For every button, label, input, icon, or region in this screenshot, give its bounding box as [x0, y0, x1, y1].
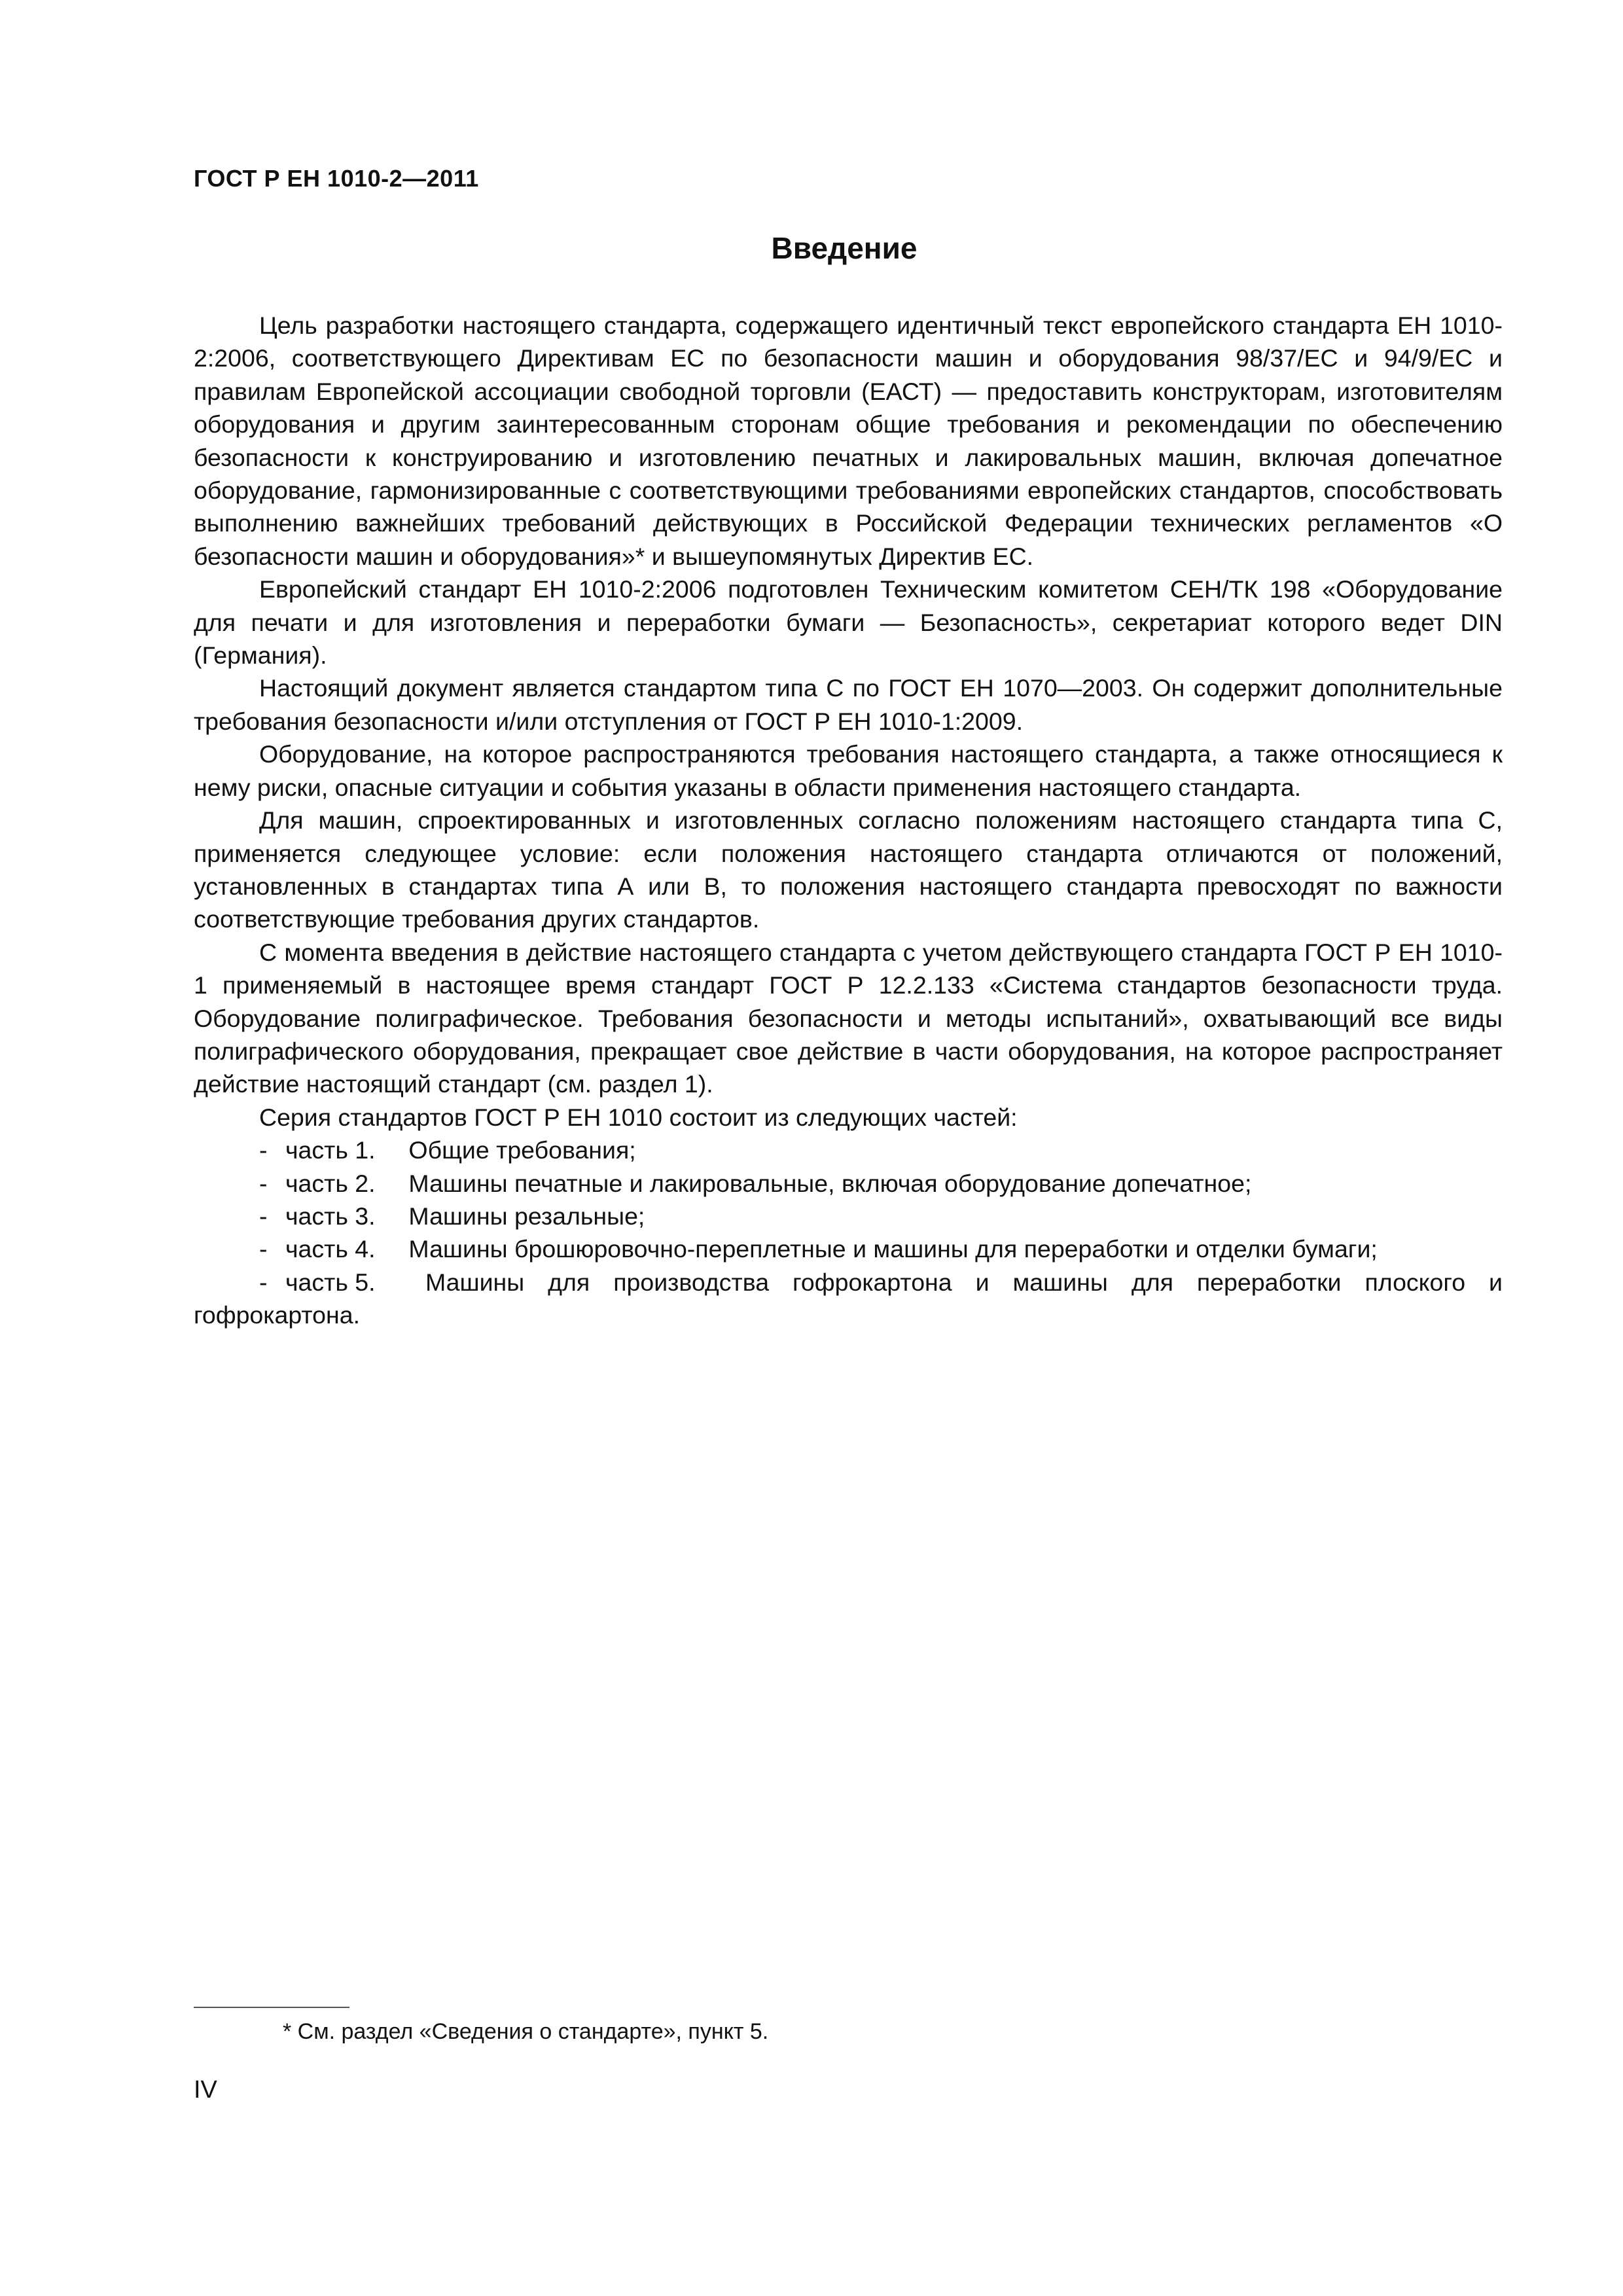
part-label: часть 4. [285, 1235, 376, 1263]
part-label: часть 1. [285, 1136, 376, 1164]
list-marker: - [259, 1169, 268, 1197]
list-item [194, 1266, 1503, 1332]
list-marker: - [259, 1202, 268, 1230]
paragraph: Цель разработки настоящего стандарта, содержащего идентичный текст европейского стандарта ЕН 1010-2:2006, соответствующего Директивам ЕС по безопасности машин и оборудования 98/37/ЕС и 94/9/ЕС и правилам Европейской ассоциации свободной торговли (ЕАСТ) — предоставить конструкторам, изготовителям оборудования и другим заинтересованным сторонам общие требования и рекомендации по обеспечению безопасности к конструированию и изготовлению печатных и лакировальных машин, включая допечатное оборудование, гармонизированные с соответствующими требованиями европейских стандартов, способствовать выполнению важнейших требований действующих в Российской Федерации технических регламентов «О безопасности машин и оборудования»* и вышеупомянутых Директив ЕС. [194, 312, 1503, 570]
part-text: Машины брошюровочно-переплетные и машины для переработки и отделки бумаги; [408, 1235, 1378, 1263]
footnote-separator [194, 2007, 349, 2008]
footnote: * См. раздел «Сведения о стандарте», пункт 5. [283, 2019, 769, 2044]
list-item [194, 1167, 1503, 1200]
paragraph: Настоящий документ является стандартом типа С по ГОСТ ЕН 1070—2003. Он содержит дополнительные требования безопасности и/или отступления от ГОСТ Р ЕН 1010-1:2009. [194, 674, 1503, 735]
part-label: часть 2. [285, 1169, 376, 1197]
paragraph: Серия стандартов ГОСТ Р ЕН 1010 состоит из следующих частей: [259, 1103, 1018, 1131]
page-number: IV [194, 2076, 217, 2104]
paragraph: Для машин, спроектированных и изготовленных согласно положениям настоящего стандарта типа С, применяется следующее условие: если положения настоящего стандарта отличаются от положений, установленных в стандартах типа А или В, то положения настоящего стандарта превосходят по важности соответствующие требования других стандартов. [194, 806, 1503, 933]
paragraph: Европейский стандарт ЕН 1010-2:2006 подготовлен Техническим комитетом СЕН/ТК 198 «Оборудование для печати и для изготовления и переработки бумаги — Безопасность», секретариат которого ведет DIN (Германия). [194, 575, 1503, 670]
list-marker: - [259, 1235, 268, 1263]
part-label: часть 5. [285, 1268, 376, 1296]
paragraph: С момента введения в действие настоящего стандарта с учетом действующего стандарта ГОСТ Р ЕН 1010-1 применяемый в настоящее время стандарт ГОСТ Р 12.2.133 «Система стандартов безопасности труда. Оборудование полиграфическое. Требования безопасности и методы испытаний», охватывающий все виды полиграфического оборудования, прекращает свое действие в части оборудования, на которое распространяет действие настоящий стандарт (см. раздел 1). [194, 938, 1503, 1098]
part-text: Общие требования; [408, 1136, 636, 1164]
list-item [194, 1134, 1503, 1166]
paragraph: Оборудование, на которое распространяются требования настоящего стандарта, а также относящиеся к нему риски, опасные ситуации и события указаны в области применения настоящего стандарта. [194, 740, 1503, 801]
list-item [194, 1200, 1503, 1232]
part-text: Машины резальные; [408, 1202, 645, 1230]
part-text: Машины печатные и лакировальные, включая оборудование допечатное; [408, 1169, 1252, 1197]
list-marker: - [259, 1136, 268, 1164]
part-label: часть 3. [285, 1202, 376, 1230]
part-text: Машины для производства гофрокартона и машины для переработки плоского и гофрокартона. [194, 1268, 1503, 1329]
list-marker: - [259, 1268, 268, 1296]
body-text [194, 309, 1503, 1332]
document-header: ГОСТ Р ЕН 1010-2—2011 [194, 165, 479, 192]
section-title: Введение [771, 231, 918, 265]
list-item [194, 1232, 1503, 1265]
